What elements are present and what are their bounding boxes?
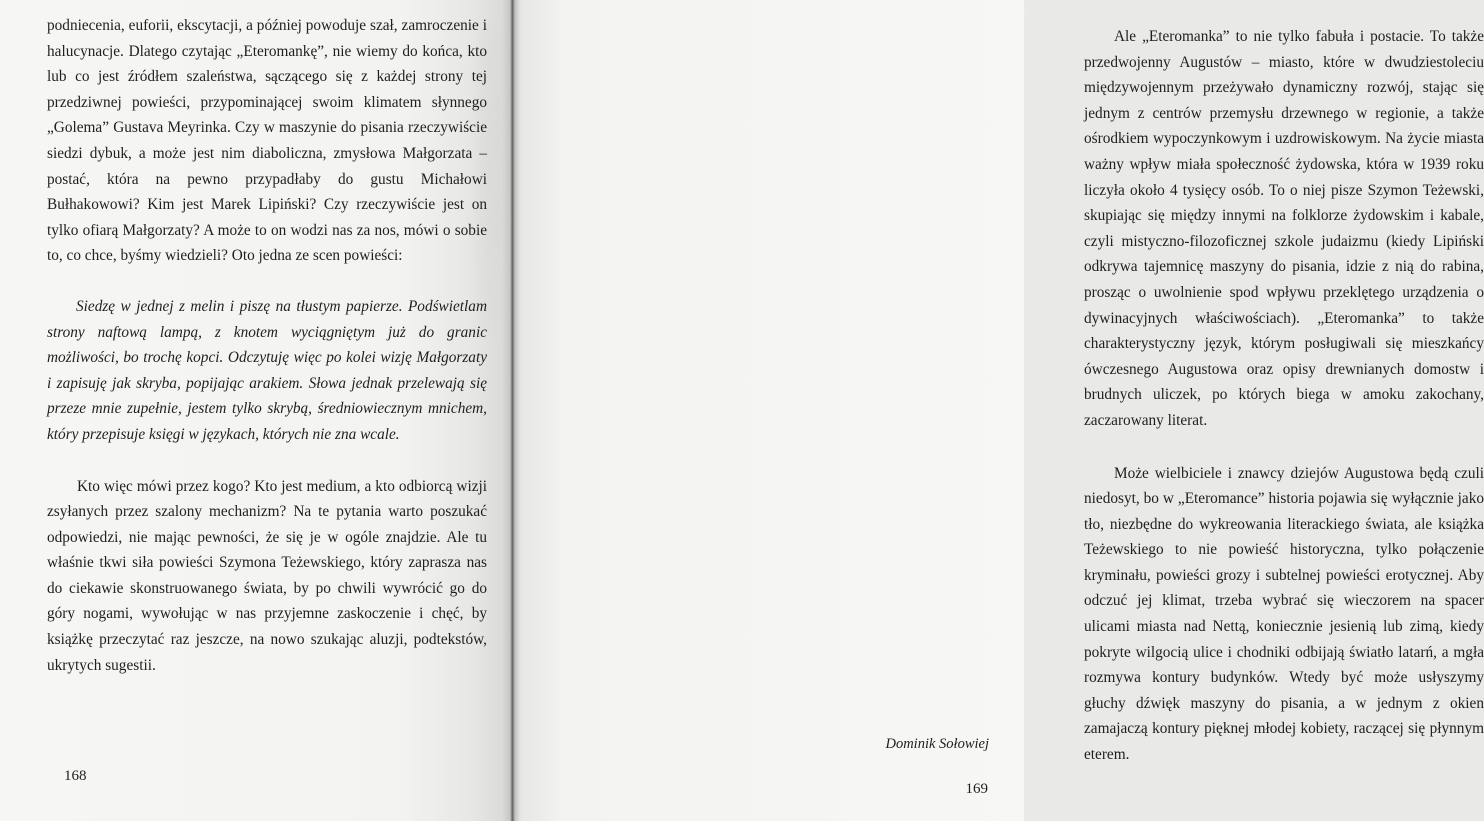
left-spacing-2 xyxy=(47,448,487,474)
right-page-number: 169 xyxy=(965,781,988,797)
left-page-number: 168 xyxy=(64,768,87,784)
left-page xyxy=(0,0,512,821)
right-paragraph-2: Może wielbiciele i znawcy dziejów Augustowa będą czuli niedosyt, bo w „Eteromance” historia pojawia się wyłącznie jako tło, niezbędne do wykreowania literackiego świata, ale książka Teżewskiego to nie powieść historyczna, tylko połączenie kryminału, powieści grozy i subtelnej powieści erotycznej. Aby odczuć jej klimat, trzeba wybrać się wieczorem na spacer ulicami miasta nad Nettą, koniecznie jesienią lub zimą, kiedy pokryte wilgocią ulice i chodniki odbijają światło latarń, a mgła rozmywa kontury budynków. Wtedy być może usłyszymy głuchy dźwięk maszyny do pisania, a w jednym z okien zamajaczą kontury pięknej młodej kobiety, raczącej się płynnym eterem. xyxy=(1084,464,1484,764)
right-page xyxy=(512,0,1484,821)
author-signature: Dominik Sołowiej xyxy=(885,736,989,752)
left-paragraph-1: podniecenia, euforii, ekscytacji, a później powoduje szał, zamroczenie i halucynacje. Dlatego czytając „Eteromankę”, nie wiemy do końca, kto lub co jest źródłem szaleństwa, sączącego się z każdej strony tej przedziwnej powieści, przypominającej swoim klimatem słynnego „Golema” Gustava Meyrinka. Czy w maszynie do pisania rzeczywiście siedzi dybuk, a może jest nim diaboliczna, zmysłowa Małgorzata – postać, która na pewno przypadłaby do gustu Michałowi Bułhakowowi? Kim jest Marek Lipiński? Czy rzeczywiście jest on tylko ofiarą Małgorzaty? A może to on wodzi nas za nos, mówi o sobie to, co chce, byśmy wiedzieli? Oto jedna ze scen powieści: xyxy=(47,17,491,265)
right-paragraph-1: Ale „Eteromanka” to nie tylko fabuła i postacie. To także przedwojenny Augustów – miasto, które w dwudziestoleciu międzywojennym przeżywało dynamiczny rozwój, stając się jednym z centrów przemysłu drzewnego w regionie, a także ośrodkiem wypoczynkowym i uzdrowiskowym. Na życie miasta ważny wpływ miała społeczność żydowska, która w 1939 roku liczyła około 4 tysięcy osób. To o niej pisze Szymon Teżewski, skupiając się między innymi na folklorze żydowskim i kabale, czyli mistyczno-filozoficznej szkole judaizmu (kiedy Lipiński odkrywa tajemnicę maszyny do pisania, idzie z nią do rabina, prosząc o uwolnienie spod wpływu przeklętego urządzenia o dywinacyjnych właściwościach). „Eteromanka” to także charakterystyczny język, którym posługiwali się mieszkańcy ówczesnego Augustowa oraz opisy drewnianych domostw i brudnych uliczek, po których biega w amoku zakochany, zaczarowany literat. xyxy=(1084,28,1484,429)
left-paragraph-2: Kto więc mówi przez kogo? Kto jest medium, a kto odbiorcą wizji zsyłanych przez szalony mechanizm? Na te pytania warto poszukać odpowiedzi, nie mając pewności, że się je w ogóle znajdzie. Ale tu właśnie tkwi siła powieści Szymona Teżewskiego, który zaprasza nas do ciekawie skonstruowanego świata, by po chwili wywrócić go do góry nogami, wywołując w nas przyjemne zaskoczenie i chęć, by książkę przeczytać raz jeszcze, na nowo szukając aluzji, podtekstów, ukrytych sugestii. xyxy=(47,477,491,674)
left-spacing-1 xyxy=(47,269,487,294)
right-spacing-1 xyxy=(1084,434,1484,461)
right-text-block xyxy=(1084,24,1484,768)
left-quote-paragraph: Siedzę w jednej z melin i piszę na tłustym papierze. Podświetlam strony naftową lampą, z knotem wyciągniętym już do granic możliwości, bo trochę kopci. Odczytuję więc po kolei wizję Małgorzaty i zapisuję jak skryba, popijając arakiem. Słowa jednak przelewają się przeze mnie zupełnie, jestem tylko skrybą, średniowiecznym mnichem, który przepisuje księgi w językach, których nie zna wcale. xyxy=(47,297,487,443)
left-text-block xyxy=(47,13,491,678)
